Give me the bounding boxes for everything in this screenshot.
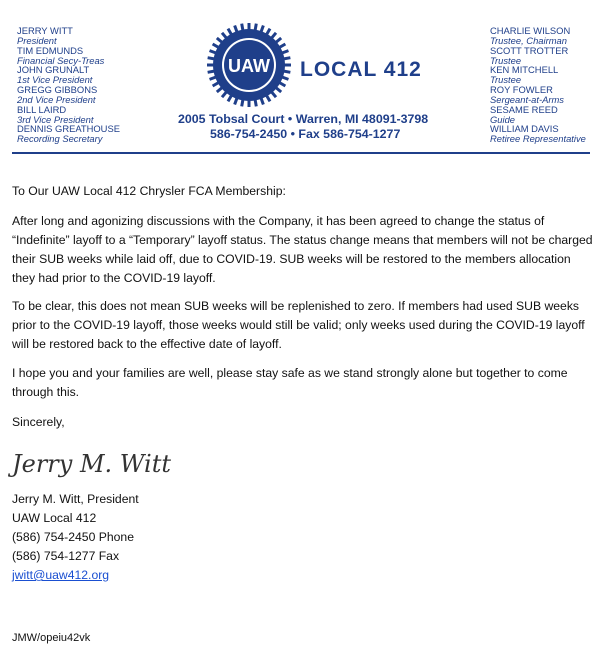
officer-name: SESAME REED <box>490 103 558 115</box>
signer-org: UAW Local 412 <box>12 511 97 525</box>
officer-title: Trustee <box>490 54 522 66</box>
logo-ray <box>282 58 290 59</box>
letterhead-divider <box>12 152 590 154</box>
signature-block <box>12 490 139 585</box>
body-paragraph-3: I hope you and your families are well, please stay safe as we stand strongly alone but together to come through this. <box>12 366 568 399</box>
officer-title: Retiree Representative <box>490 133 586 145</box>
closing: Sincerely, <box>12 415 65 429</box>
signer-email-link[interactable]: jwitt@uaw412.org <box>12 568 110 582</box>
officer-name: KEN MITCHELL <box>490 64 559 76</box>
logo-ray <box>266 29 270 36</box>
union-address: 2005 Tobsal Court • Warren, MI 48091-3798 <box>178 112 429 126</box>
logo-ray <box>228 94 232 101</box>
logo-ray <box>275 87 281 92</box>
officer-name: CHARLIE WILSON <box>490 25 571 36</box>
body-paragraph-1: After long and agonizing discussions with the Company, it has been agreed to change the status of “Indefinite” layoff to a “Temporary” layoff status. The status change means that members will not be charged their SUB weeks while laid off, due to COVID-19. SUB weeks will be restored to the members allocation they had prior to the COVID-19 layoff. <box>12 214 593 285</box>
officer-title: 1st Vice President <box>17 74 93 86</box>
officer-title: President <box>17 34 57 46</box>
officer-name: TIM EDMUNDS <box>17 44 84 56</box>
officer-name: JOHN GRUNALT <box>17 64 90 76</box>
officer-name: DENNIS GREATHOUSE <box>17 123 120 135</box>
logo-ray <box>275 38 281 43</box>
officer-name: ROY FOWLER <box>490 84 553 96</box>
logo-ray <box>242 24 243 32</box>
left-officers-list <box>17 26 120 144</box>
uaw-logo <box>206 22 292 108</box>
logo-ray <box>208 58 216 59</box>
officer-title: Recording Secretary <box>17 133 103 145</box>
body-paragraph-2: To be clear, this does not mean SUB weeks will be replenished to zero. If members had used SUB weeks prior to the COVID-19 layoff, those weeks would still be valid; only weeks used during the COVID-19 layoff will be restored back to the effective date of layoff. <box>12 299 585 351</box>
officer-title: Trustee, Chairman <box>490 34 567 46</box>
logo-ray <box>255 98 256 106</box>
logo-ray <box>255 24 256 32</box>
officer-name: SCOTT TROTTER <box>490 44 569 56</box>
logo-ray <box>278 44 285 48</box>
right-officers-list <box>490 26 586 144</box>
local-name: LOCAL 412 <box>300 58 422 81</box>
logo-ray <box>228 29 232 36</box>
salutation: To Our UAW Local 412 Chrysler FCA Membership: <box>12 184 286 198</box>
logo-ray <box>217 38 223 43</box>
logo-ray <box>208 71 216 72</box>
logo-ray <box>271 91 276 97</box>
logo-ray <box>282 71 290 72</box>
officer-title: 2nd Vice President <box>17 93 96 105</box>
officer-title: Guide <box>490 113 516 125</box>
officer-title: Sergeant-at-Arms <box>490 93 564 105</box>
logo-ray <box>217 87 223 92</box>
handwritten-signature: Jerry M. Witt <box>12 450 171 478</box>
signer-phone: (586) 754-2450 Phone <box>12 530 134 544</box>
officer-title: 3rd Vice President <box>17 113 94 125</box>
logo-ray <box>222 91 227 97</box>
signer-name: Jerry M. Witt, President <box>12 492 139 506</box>
logo-ray <box>242 98 243 106</box>
logo-ray <box>213 44 220 48</box>
union-phone-fax: 586-754-2450 • Fax 586-754-1277 <box>210 127 401 141</box>
logo-ray <box>271 33 276 39</box>
logo-ray <box>266 94 270 101</box>
logo-ray <box>213 82 220 86</box>
officer-name: GREGG GIBBONS <box>17 84 98 96</box>
officer-name: WILLIAM DAVIS <box>490 123 559 135</box>
officer-title: Financial Secy-Treas <box>17 54 105 66</box>
logo-ray <box>278 82 285 86</box>
typist-initials: JMW/opeiu42vk <box>12 632 91 644</box>
officer-name: BILL LAIRD <box>17 103 67 115</box>
logo-text: UAW <box>228 56 270 76</box>
officer-title: Trustee <box>490 74 522 86</box>
officer-name: JERRY WITT <box>17 25 73 36</box>
logo-ray <box>222 33 227 39</box>
signer-fax: (586) 754-1277 Fax <box>12 549 120 563</box>
